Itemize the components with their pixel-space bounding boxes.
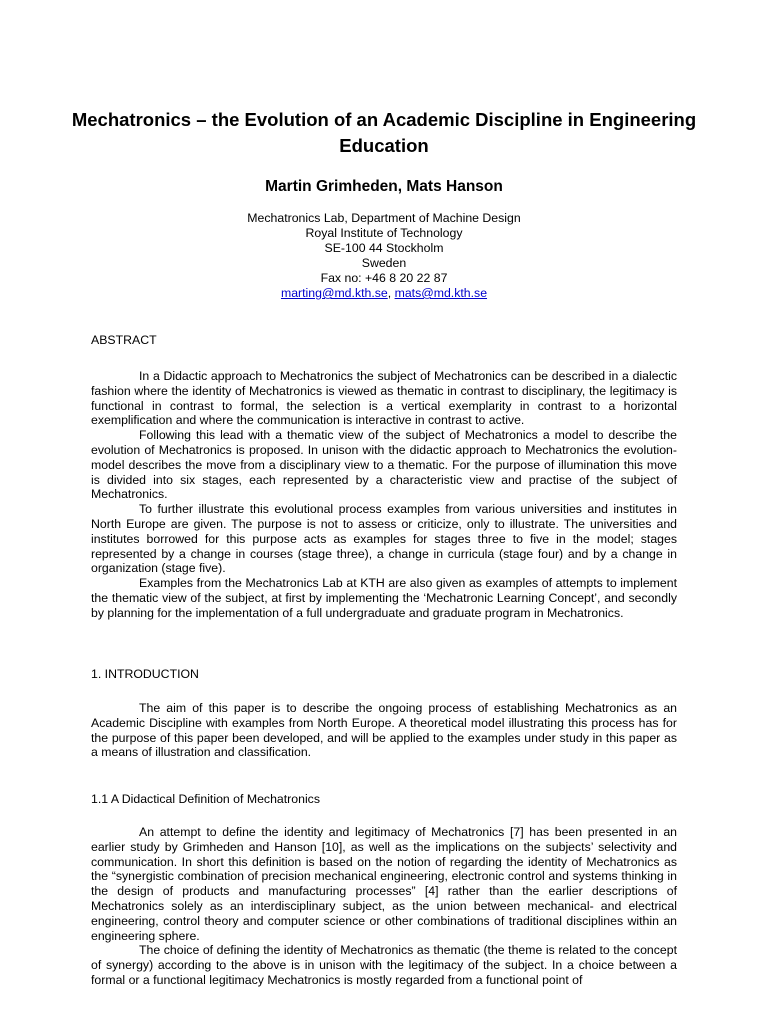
section-1-1-body — [91, 825, 677, 988]
section-1-1-paragraph: The choice of defining the identity of Mechatronics as thematic (the theme is related to the concept of synergy) according to the above is in unison with the legitimacy of the subject. In a choice between a formal or a functional legitimacy Mechatronics is mostly regarded from a functional point of — [91, 943, 677, 987]
abstract-paragraph: In a Didactic approach to Mechatronics the subject of Mechatronics can be described in a dialectic fashion where the identity of Mechatronics is viewed as thematic in contrast to disciplinary, the legitimacy is functional in contrast to formal, the selection is a vertical exemplarity in contrast to a horizontal exemplification and where the communication is interactive in contrast to active. — [91, 369, 677, 428]
abstract-body — [91, 369, 677, 621]
abstract-paragraph: Examples from the Mechatronics Lab at KTH are also given as examples of attempts to implement the thematic view of the subject, at first by implementing the ‘Mechatronic Learning Concept’, and secondly by planning for the implementation of a full undergraduate and graduate program in Mechatronics. — [91, 576, 677, 620]
affiliation-fax: Fax no: +46 8 20 22 87 — [320, 271, 448, 285]
affiliation-address: SE-100 44 Stockholm — [324, 241, 444, 255]
affiliation-country: Sweden — [361, 256, 407, 270]
affiliation-block — [60, 211, 708, 301]
abstract-paragraph: Following this lead with a thematic view of the subject of Mechatronics a model to describe the evolution of Mechatronics is proposed. In unison with the didactic approach to Mechatronics the evolution-model describes the move from a disciplinary view to a thematic. For the purpose of illumination this move is divided into six stages, each represented by a characteristic view and practise of the subject of Mechatronics. — [91, 428, 677, 502]
abstract-heading: ABSTRACT — [91, 333, 157, 347]
section-1-1-heading: 1.1 A Didactical Definition of Mechatronics — [91, 792, 320, 806]
affiliation-emails — [60, 286, 708, 301]
email-link-mats[interactable]: mats@md.kth.se — [394, 286, 488, 300]
email-separator: , — [387, 286, 395, 300]
introduction-paragraph: The aim of this paper is to describe the ongoing process of establishing Mechatronics as an Academic Discipline with examples from North Europe. A theoretical model illustrating this process has for the purpose of this paper been developed, and will be applied to the examples under study in this paper as a means of illustration and classification. — [91, 701, 677, 760]
introduction-heading: 1. INTRODUCTION — [91, 667, 199, 681]
paper-title: Mechatronics – the Evolution of an Academic Discipline in Engineering Education — [71, 109, 697, 156]
abstract-paragraph: To further illustrate this evolutional process examples from various universities and institutes in North Europe are given. The purpose is not to assess or criticize, only to illustrate. The universities and institutes borrowed for this purpose acts as examples for stages three to five in the model; stages represented by a change in courses (stage three), a change in curricula (stage four) and by a change in organization (stage five). — [91, 502, 677, 576]
introduction-body — [91, 701, 677, 760]
email-link-marting[interactable]: marting@md.kth.se — [280, 286, 388, 300]
affiliation-institute: Royal Institute of Technology — [305, 226, 463, 240]
paper-authors: Martin Grimheden, Mats Hanson — [265, 178, 503, 195]
section-1-1-paragraph: An attempt to define the identity and legitimacy of Mechatronics [7] has been presented in an earlier study by Grimheden and Hanson [10], as well as the implications on the subjects’ selectivity and communication. In short this definition is based on the notion of regarding the identity of Mechatronics as the “synergistic combination of precision mechanical engineering, electronic control and systems thinking in the design of products and manufacturing processes” [4] rather than the earlier descriptions of Mechatronics solely as an interdisciplinary subject, as the union between mechanical- and electrical engineering, control theory and computer science or other combinations of traditional disciplines within an engineering sphere. — [91, 825, 677, 943]
affiliation-lab: Mechatronics Lab, Department of Machine Design — [247, 211, 521, 225]
